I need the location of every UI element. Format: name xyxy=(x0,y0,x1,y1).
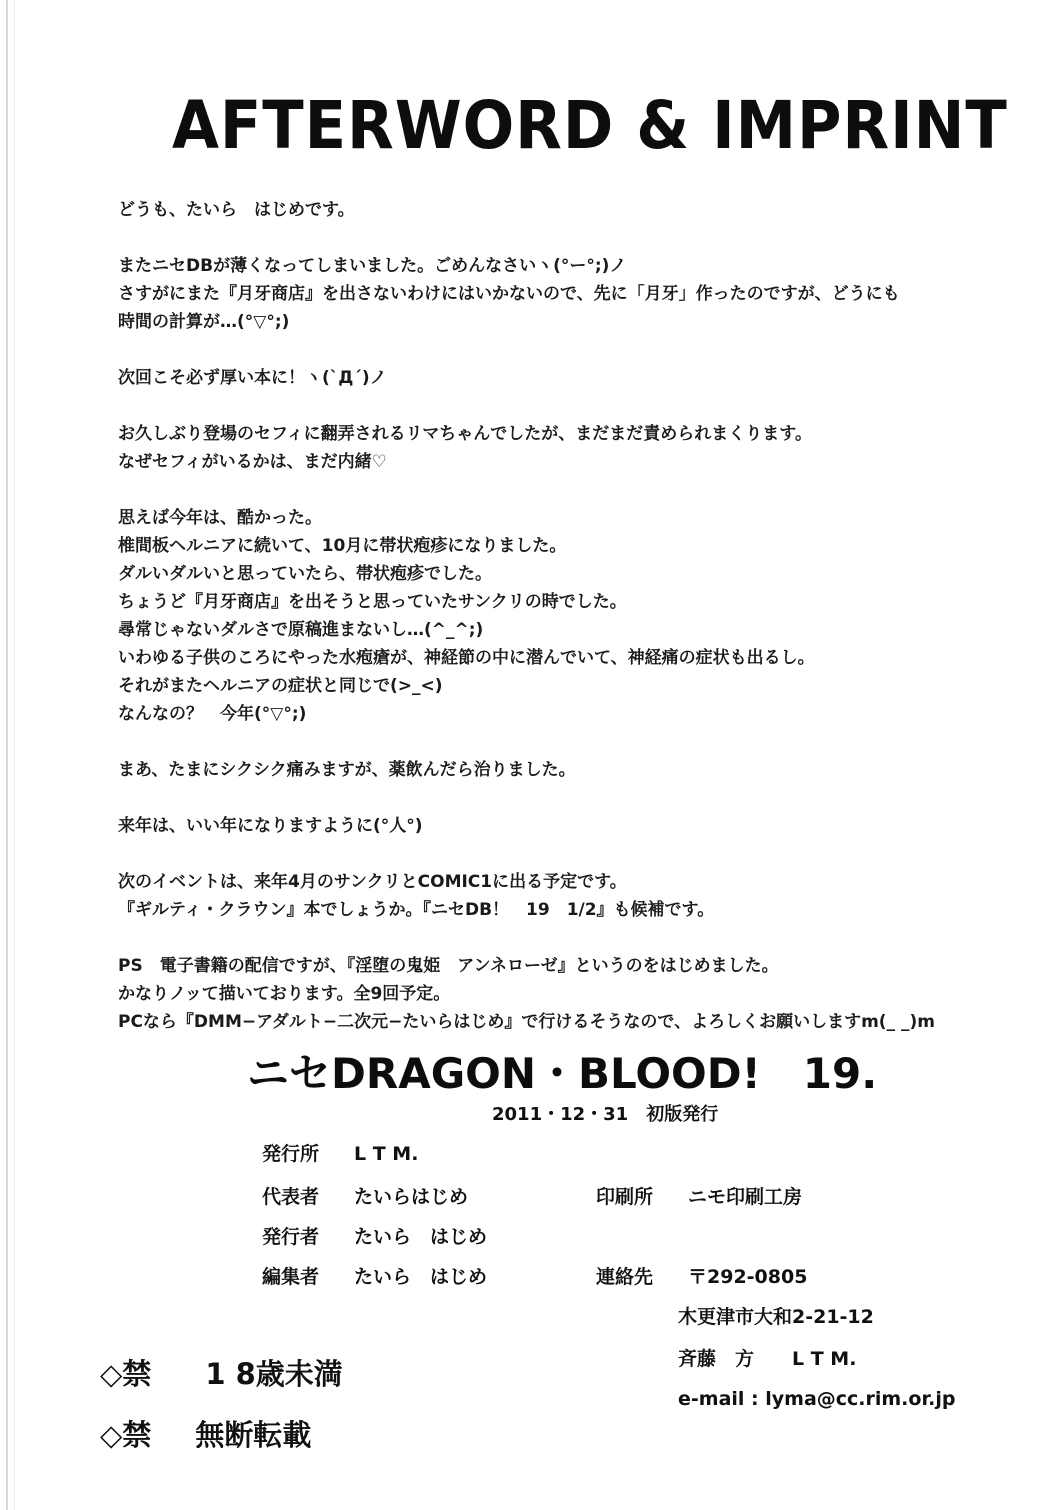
warning-mark: ◇禁 xyxy=(100,1357,152,1391)
warning-text: 無断転載 xyxy=(195,1418,312,1452)
imprint-address: 木更津市大和2-21-12 xyxy=(678,1306,874,1328)
afterword-line: お久しぶり登場のセフィに翻弄されるリマちゃんでしたが、まだまだ責められまくります。 xyxy=(118,424,812,444)
afterword-line: いわゆる子供のころにやった水疱瘡が、神経節の中に潜んでいて、神経痛の症状も出るし。 xyxy=(118,648,815,668)
imprint-value: たいら はじめ xyxy=(354,1266,488,1288)
imprint-value: L T M. xyxy=(354,1143,419,1165)
afterword-line: 時間の計算が…(°▽°;) xyxy=(118,312,290,332)
afterword-line: 『ギルティ・クラウン』本でしょうか。『ニセDB！ 19 1/2』も候補です。 xyxy=(118,900,715,920)
afterword-line: 思えば今年は、酷かった。 xyxy=(118,508,322,528)
imprint-contact-name: 斉藤 方 L T M. xyxy=(678,1348,857,1370)
imprint-label: 代表者 xyxy=(262,1186,320,1208)
imprint-editor xyxy=(262,1264,487,1290)
afterword-line: 椎間板ヘルニアに続いて、10月に帯状疱疹になりました。 xyxy=(118,536,567,556)
imprint-printer xyxy=(596,1184,802,1210)
afterword-line: ダルいダルいと思っていたら、帯状疱疹でした。 xyxy=(118,564,492,584)
afterword-line: まあ、たまにシクシク痛みますが、薬飲んだら治りました。 xyxy=(118,760,576,780)
afterword-text xyxy=(118,196,998,1036)
imprint-contact xyxy=(596,1264,807,1290)
imprint-value: ニモ印刷工房 xyxy=(688,1186,803,1208)
afterword-line: またニセDBが薄くなってしまいました。ごめんなさいヽ(°ー°;)ノ xyxy=(118,256,627,276)
imprint-label: 印刷所 xyxy=(596,1186,654,1208)
imprint-label: 編集者 xyxy=(262,1266,320,1288)
imprint-email: e-mail : lyma@cc.rim.or.jp xyxy=(678,1388,956,1410)
imprint-postal-code: 〒292-0805 xyxy=(688,1266,808,1288)
scan-edge-line xyxy=(6,0,8,1510)
afterword-line: 尋常じゃないダルさで原稿進まないし…(^_^;) xyxy=(118,620,484,640)
afterword-line: 次回こそ必ず厚い本に！ヽ(`Д´)ノ xyxy=(118,368,387,388)
afterword-line: なんなの？ 今年(°▽°;) xyxy=(118,704,307,724)
edition-date: 2011・12・31 初版発行 xyxy=(492,1104,719,1125)
afterword-line: かなりノッて描いております。全9回予定。 xyxy=(118,984,451,1004)
imprint-value: たいら はじめ xyxy=(354,1226,488,1248)
afterword-line: PCなら『DMM−アダルト−二次元−たいらはじめ』で行けるそうなので、よろしくお願いしますm(_ _)m xyxy=(118,1012,935,1032)
imprint-publisher xyxy=(262,1141,418,1167)
afterword-line: なぜセフィがいるかは、まだ内緒♡ xyxy=(118,452,387,472)
imprint-representative xyxy=(262,1184,468,1210)
scan-edge-line-faint xyxy=(14,0,15,1510)
afterword-line: どうも、たいら はじめです。 xyxy=(118,200,355,220)
imprint-label: 発行者 xyxy=(262,1226,320,1248)
warning-age-restriction xyxy=(100,1354,343,1394)
afterword-line: 来年は、いい年になりますように(°人°) xyxy=(118,816,423,836)
warning-text: 1 8歳未満 xyxy=(205,1357,343,1391)
afterword-line: ちょうど『月牙商店』を出そうと思っていたサンクリの時でした。 xyxy=(118,592,627,612)
imprint-value: たいらはじめ xyxy=(354,1186,469,1208)
imprint-issuer xyxy=(262,1224,487,1250)
imprint-label: 連絡先 xyxy=(596,1266,654,1288)
afterword-line: それがまたヘルニアの症状と同じで(>_<) xyxy=(118,676,443,696)
warning-no-reproduction xyxy=(100,1415,311,1455)
imprint-label: 発行所 xyxy=(262,1143,320,1165)
afterword-line: 次のイベントは、来年4月のサンクリとCOMIC1に出る予定です。 xyxy=(118,872,627,892)
page-heading: AFTERWORD & IMPRINT xyxy=(172,87,1008,164)
book-title: ニセDRAGON・BLOOD! 19. xyxy=(247,1049,878,1098)
afterword-line: さすがにまた『月牙商店』を出さないわけにはいかないので、先に「月牙」作ったのですが、どうにも xyxy=(118,284,900,304)
afterword-line: PS 電子書籍の配信ですが、『淫堕の鬼姫 アンネローゼ』というのをはじめました。 xyxy=(118,956,779,976)
warning-mark: ◇禁 xyxy=(100,1418,152,1452)
